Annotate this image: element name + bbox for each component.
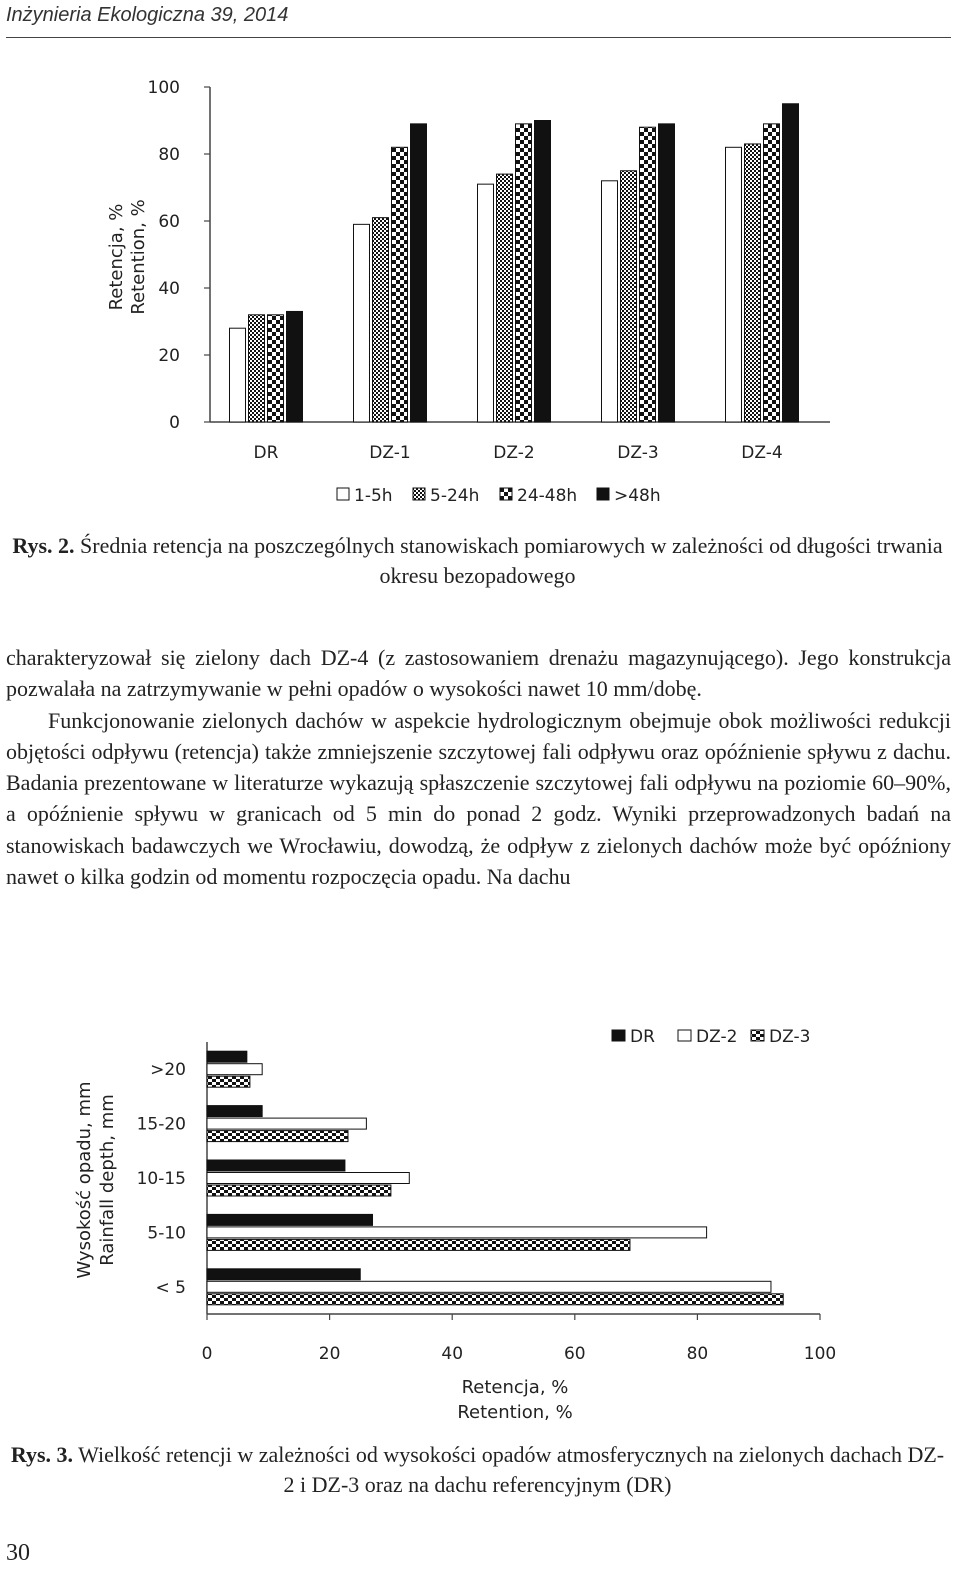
chart2-bar-5-10-dr [207, 1214, 373, 1225]
chart2-bar-15-20-dr [207, 1106, 262, 1117]
chart1-ytick-label-40: 40 [158, 279, 180, 299]
chart1-bar-dz-1-48h [411, 124, 427, 422]
chart2-category-10-15: 10-15 [136, 1169, 186, 1189]
chart2-legend-label-dz-3: DZ-3 [769, 1027, 811, 1047]
chart1-ytick-label-60: 60 [158, 212, 180, 232]
chart1-category-labels [254, 443, 783, 463]
chart2-legend-label-dr: DR [630, 1027, 655, 1047]
chart1-bar-dz-4-48h [783, 104, 799, 422]
chart1-legend-label-24-48h: 24-48h [517, 486, 578, 506]
chart1-legend-swatch-1-5h [337, 488, 349, 500]
chart2-bar-15-20-dz-2 [207, 1118, 366, 1129]
chart1-legend-swatch-5-24h [413, 488, 425, 500]
page-number: 30 [6, 1540, 30, 1566]
chart2-bar-5-dz-2 [207, 1281, 771, 1292]
chart2-xtick-label-0: 0 [201, 1344, 213, 1364]
chart1-ytick-label-20: 20 [158, 346, 180, 366]
chart1-bar-dz-1-1-5h [354, 224, 370, 422]
chart1-bar-dz-4-5-24h [745, 144, 761, 422]
chart1-bar-dr-24-48h [268, 315, 284, 422]
chart2-category-labels [137, 1060, 186, 1298]
chart1-ylabel-line-0: Retencja, % [106, 203, 127, 311]
chart1-bar-dz-1-24-48h [392, 147, 408, 422]
chart1-bar-dz-3-24-48h [640, 127, 656, 422]
chart2-bar-10-15-dz-2 [207, 1173, 409, 1184]
chart1-legend [337, 486, 661, 506]
figure3-caption [10, 1440, 945, 1500]
chart1-legend-label-48h: >48h [614, 486, 661, 506]
chart1-legend-swatch-48h [597, 488, 609, 500]
chart2-xlabel-line-0: Retencja, % [461, 1377, 569, 1398]
chart1-category-dr: DR [253, 443, 279, 463]
chart2-bar-5-10-dz-3 [207, 1239, 630, 1250]
chart1-legend-label-1-5h: 1-5h [354, 486, 393, 506]
chart1-y-axis-label [106, 199, 149, 314]
chart2-category-5: < 5 [155, 1277, 186, 1298]
figure2-caption-text: Średnia retencja na poszczególnych stanowiskach pomiarowych w zależności od długości trwania okresu bezopadowego [80, 533, 943, 588]
chart2-bar-15-20-dz-3 [207, 1131, 348, 1142]
chart2-bar-5-10-dz-2 [207, 1227, 707, 1238]
chart1-bar-dz-1-5-24h [373, 218, 389, 422]
chart2-xtick-label-20: 20 [318, 1344, 341, 1364]
chart2-xtick-label-60: 60 [563, 1344, 586, 1364]
chart2-bar-20-dz-3 [207, 1076, 250, 1087]
chart2-xtick-label-40: 40 [441, 1344, 464, 1364]
chart1-bar-dz-2-1-5h [478, 184, 494, 422]
chart1-bar-dz-2-5-24h [497, 174, 513, 422]
chart1-category-dz-1: DZ-1 [369, 443, 411, 463]
chart1-bar-dz-4-24-48h [764, 124, 780, 422]
chart2-x-ticks [202, 1314, 837, 1364]
retention-by-dry-period-chart [0, 60, 960, 530]
chart1-bar-dr-1-5h [230, 328, 246, 422]
body-paragraph-2: Funkcjonowanie zielonych dachów w aspekcie hydrologicznym obejmuje obok możliwości redukcji objętości odpływu (retencja) także zmniejszenie szczytowej fali odpływu oraz opóźnienie spływu z dachu. Badania prezentowane w literaturze wykazują spłaszczenie szczytowej fali odpływu na poziomie 60–90%, a opóźnienie spływu w granicach od 5 min do ponad 2 godz. Wyniki przeprowadzonych badań na stanowiskach badawczych we Wrocławiu, dowodzą, że odpływ z zielonych dachów może być opóźniony nawet o kilka godzin od momentu rozpoczęcia opadu. Na dachu [6, 707, 951, 890]
chart1-bar-dr-5-24h [249, 315, 265, 422]
figure2-caption-label: Rys. 2. [12, 533, 75, 558]
chart1-ytick-label-100: 100 [147, 78, 180, 98]
chart2-legend-swatch-dr [612, 1030, 625, 1041]
figure3-caption-text: Wielkość retencji w zależności od wysokości opadów atmosferycznych na zielonych dachach DZ-2 i DZ-3 oraz na dachu referencyjnym (DR) [78, 1442, 945, 1497]
chart2-ylabel-line-1: Rainfall depth, mm [97, 1094, 118, 1266]
chart1-bar-dz-2-48h [535, 121, 551, 423]
chart1-category-dz-2: DZ-2 [493, 443, 535, 463]
chart1-y-ticks [148, 78, 210, 433]
chart2-bar-10-15-dz-3 [207, 1185, 391, 1196]
body-paragraph-1: charakteryzował się zielony dach DZ-4 (z zastosowaniem drenażu magazynującego). Jego konstrukcja pozwalała na zatrzymywanie w pełni opadów o wysokości nawet 10 mm/dobę. [6, 645, 951, 702]
chart2-category-15-20: 15-20 [136, 1114, 186, 1135]
body-text [6, 642, 951, 892]
chart1-ylabel-line-1: Retention, % [128, 199, 149, 315]
chart2-ylabel-line-0: Wysokość opadu, mm [74, 1081, 95, 1279]
chart2-xtick-label-80: 80 [686, 1344, 709, 1364]
chart1-ytick-label-0: 0 [169, 413, 180, 433]
chart2-bars [207, 1051, 783, 1305]
chart1-bar-dz-4-1-5h [726, 147, 742, 422]
chart2-bar-10-15-dr [207, 1160, 345, 1171]
chart2-category-20: >20 [150, 1060, 186, 1081]
chart2-xtick-label-100: 100 [803, 1344, 837, 1364]
chart2-y-axis-label [74, 1081, 118, 1278]
chart1-legend-swatch-24-48h [500, 488, 512, 500]
retention-by-rainfall-chart [0, 1010, 960, 1430]
chart1-category-dz-4: DZ-4 [741, 443, 783, 463]
figure2-caption [10, 531, 945, 591]
chart1-bar-dz-2-24-48h [516, 124, 532, 422]
chart2-bar-20-dr [207, 1051, 247, 1062]
chart1-bar-dz-3-1-5h [602, 181, 618, 422]
chart2-xlabel-line-1: Retention, % [457, 1402, 573, 1423]
figure3-caption-label: Rys. 3. [10, 1442, 74, 1467]
chart1-legend-label-5-24h: 5-24h [430, 486, 480, 506]
chart1-bar-dz-3-48h [659, 124, 675, 422]
journal-header: Inżynieria Ekologiczna 39, 2014 [6, 4, 289, 26]
header-rule [6, 37, 951, 38]
chart2-category-5-10: 5-10 [147, 1223, 186, 1244]
chart2-bar-5-dz-3 [207, 1294, 783, 1305]
chart2-x-axis-label [457, 1377, 572, 1423]
chart2-legend [612, 1027, 810, 1047]
chart2-bar-20-dz-2 [207, 1064, 262, 1075]
chart1-category-dz-3: DZ-3 [617, 443, 659, 463]
chart2-legend-swatch-dz-2 [678, 1030, 691, 1041]
chart2-legend-swatch-dz-3 [751, 1030, 764, 1041]
chart2-bar-5-dr [207, 1269, 360, 1280]
chart1-bars [230, 104, 799, 422]
chart1-bar-dr-48h [287, 311, 303, 422]
chart2-legend-label-dz-2: DZ-2 [696, 1027, 738, 1047]
chart1-bar-dz-3-5-24h [621, 171, 637, 422]
chart1-ytick-label-80: 80 [158, 145, 180, 165]
